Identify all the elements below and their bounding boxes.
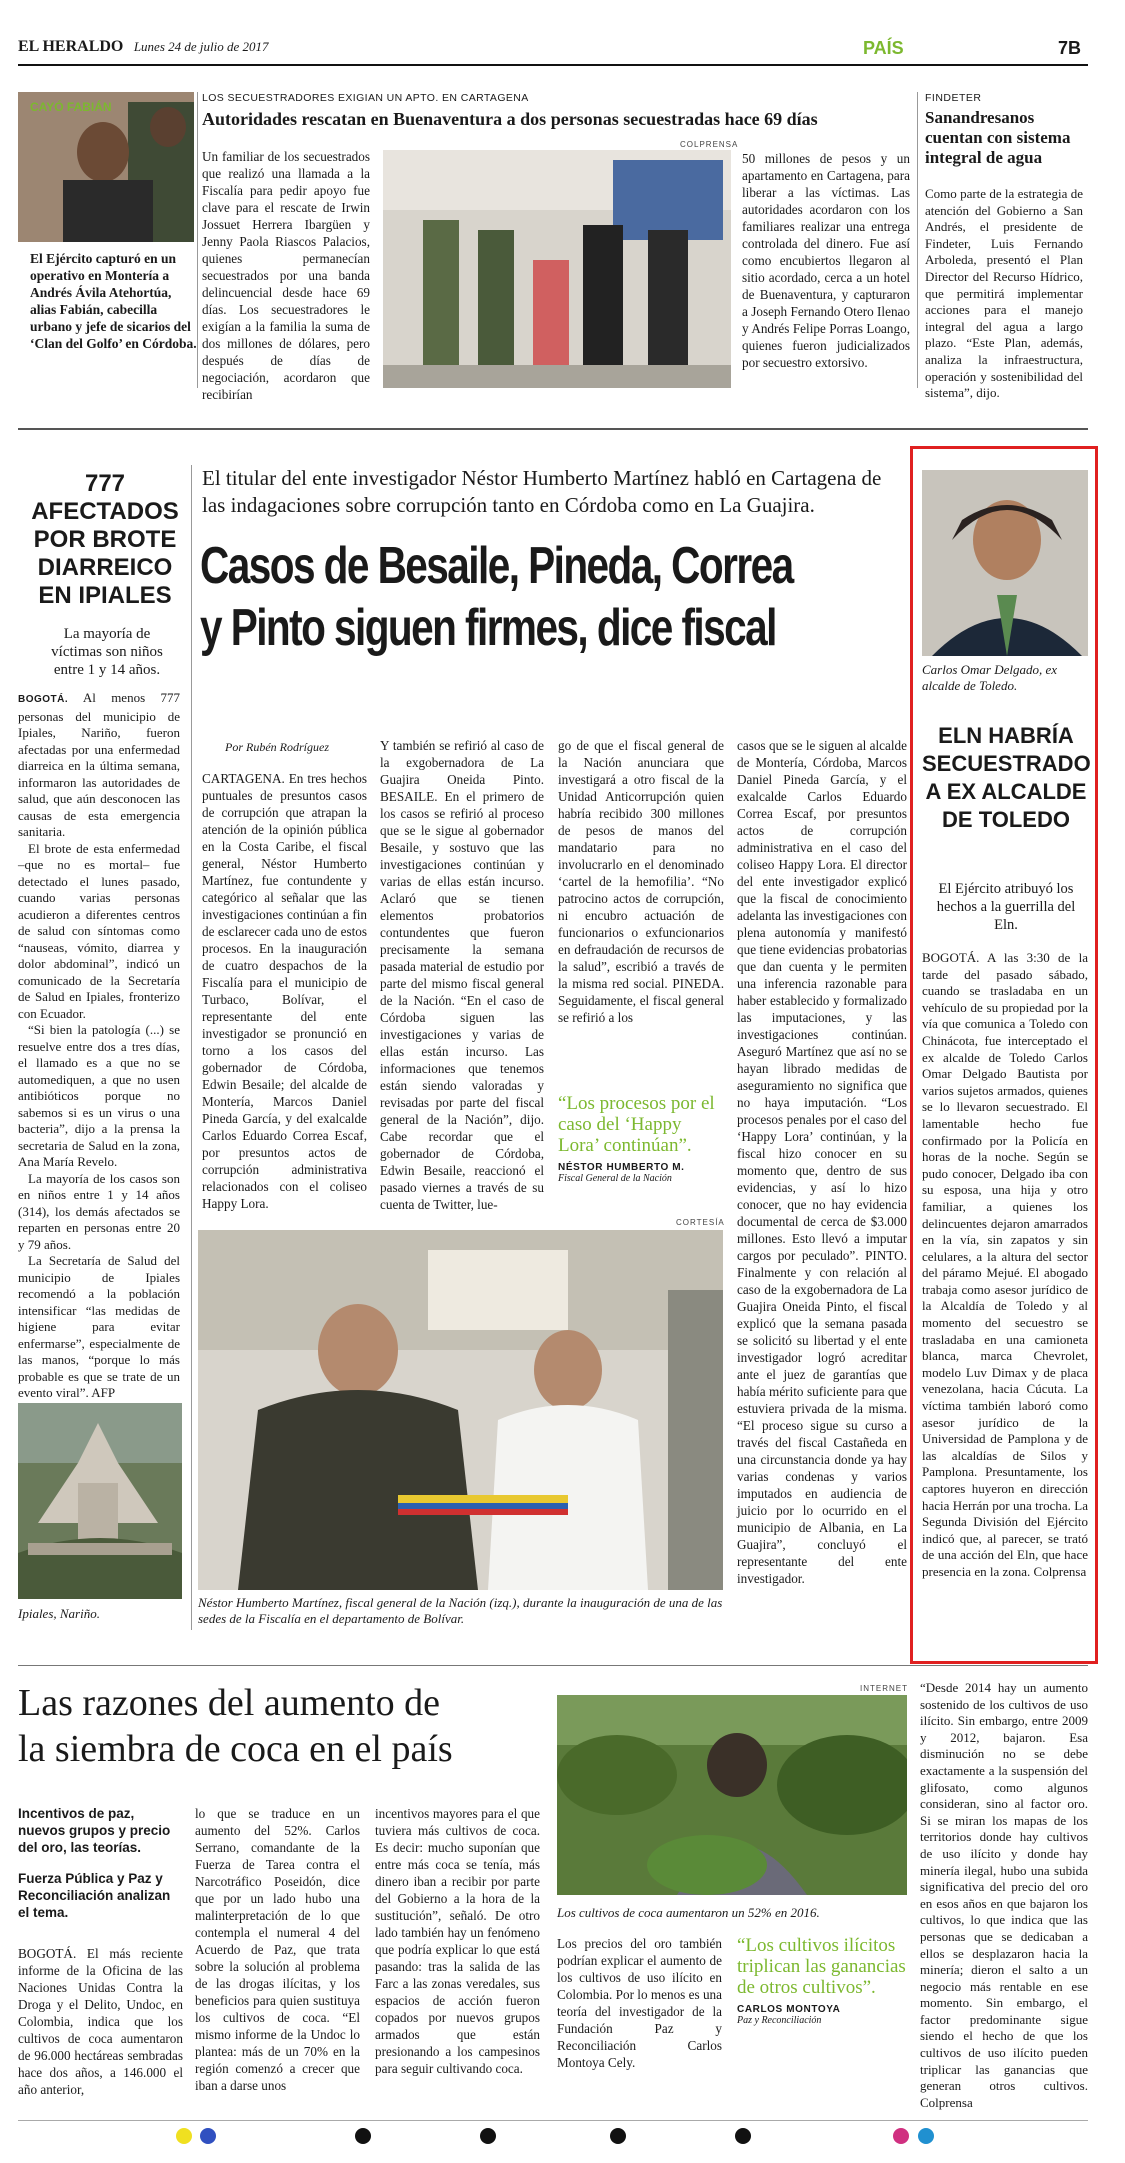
rescue-photo-illustration xyxy=(383,150,731,388)
coca-photo-credit: INTERNET xyxy=(860,1684,908,1693)
findeter-kicker: FINDETER xyxy=(925,92,982,104)
coca-col4: Los precios del oro también podrían explicar el aumento de los cultivos de uso ilícito en Colombia. Por lo menos es una teoría del investigador de la Fundación Paz y Reconciliación Carlos Montoya Cely. xyxy=(557,1936,722,2070)
bottom-section-rule xyxy=(18,1665,1088,1666)
ipiales-headline-line-3: DIARREICO xyxy=(37,554,173,581)
fabian-photo-illustration xyxy=(18,92,194,242)
ribbon-cutting-illustration xyxy=(198,1230,723,1590)
coca-deck-1: Incentivos de paz, nuevos grupos y precio del oro, las teorías. xyxy=(18,1806,171,1855)
main-quote-role: Fiscal General de la Nación xyxy=(558,1173,672,1184)
main-col2: Y también se refirió al caso de la exgobernadora de La Guajira Oneida Pinto. BESAILE. En el primero de los casos se refirió al proceso que se le sigue al gobernador Besaile, y sostuvo que las investigaciones continúan y varias de ellas están incurso. Aclaró que se tienen elementos probatorios contundentes que fueron precisamente la semana pasada material de estudio por parte del mismo fiscal general de la Nación. “En el caso de Córdoba siguen las investigaciones y varias de ellas están incurso. Las informaciones que tenemos están siendo valoradas y revisadas por parte del fiscal general de la Nación”, dijo. Cabe recordar que el gobernador de Córdoba, Edwin Besaile, reaccionó el pasado viernes a través de su cuenta de Twitter, lue- xyxy=(380,738,544,1212)
coca-quote-role: Paz y Reconciliación xyxy=(737,2015,822,2026)
eln-body: BOGOTÁ. A las 3:30 de la tarde del pasado sábado, cuando se trasladaba en un vehículo de su propiedad por la vía que comunica a Toledo con Chinácota, fue interceptado el ex alcalde de Toledo Carlos Omar Delgado Bautista por varios sujetos armados, quienes se lo llevaron secuestrado. El lamentable hecho fue confirmado por la Policía en horas de la noche. Según se pudo conocer, Delgado iba con su esposa, una hija y otro familiar, a quienes los delincuentes dejaron amarrados en la vía, sin zapatos y sin celulares, a la altura del sector del páramo Mejué. El abogado trabaja como asesor jurídico de la Alcaldía de Toledo y al momento del secuestro se trasladaba en una camioneta blanca, marca Chevrolet, modelo Luv Dimax y de placa venezolana, hacia Cúcuta. La víctima también laboró como asesor jurídico de la Universidad de Pamplona y de las alcaldías de Silos y Pamplona. Presuntamente, los captores huyeron en dirección hacia Herrán por una trocha. La Segunda División del Ejército indicó que, al parecer, se trató de una acción del Eln, que hace presencia en la zona. Colprensa xyxy=(922,950,1088,1579)
main-headline xyxy=(200,535,900,659)
ipiales-headline-line-1: 777 AFECTADOS xyxy=(31,470,179,525)
ipiales-photo-caption: Ipiales, Nariño. xyxy=(18,1606,100,1621)
ipiales-photo xyxy=(18,1403,182,1599)
main-deck: El titular del ente investigador Néstor Humberto Martínez habló en Cartagena de las indagaciones sobre corrupción tanto en Córdoba como en La Guajira. xyxy=(202,466,882,517)
coca-headline-line-1: Las razones del aumento de xyxy=(18,1682,441,1724)
fabian-caption: El Ejército capturó en un operativo en Montería a Andrés Ávila Atehortúa, alias Fabián, cabecilla urbano y jefe de sicarios del ‘Clan del Golfo’ en Córdoba. xyxy=(30,251,197,351)
main-pull-quote xyxy=(558,1093,724,1184)
main-photo-credit: CORTESÍA xyxy=(676,1218,725,1227)
ipiales-p2: El brote de esta enfermedad –que no es mortal– fue detectado el lunes pasado, cuando varias personas acudieron a diferentes centros de salud con síntomas como “nauseas, vómito, diarrea y dolor abdominal”, indicó un comunicado de la Secretaría de Salud en Ipiales, fronterizo con Ecuador. xyxy=(18,840,180,1021)
top-story-col1: Un familiar de los secuestrados que realizó una llamada a la Fiscalía para pedir apoyo fue clave para el rescate de Irwin Jossuet Herrera Ibargüen y Jenny Paola Riascos Palacios, quienes permanecían secuestrados por una banda delincuencial desde hace 69 días. Los secuestradores le exigían a la familia la suma de dos millones de dólares, pero después de días de negociación, acordaron que recibirían xyxy=(202,149,370,402)
top-divider-1 xyxy=(197,92,198,388)
las-lajas-sanctuary-illustration xyxy=(18,1403,182,1599)
coca-field-illustration xyxy=(557,1695,907,1895)
findeter-headline: Sanandresanos cuentan con sistema integral de agua xyxy=(925,108,1071,167)
coca-photo-caption: Los cultivos de coca aumentaron un 52% en 2016. xyxy=(557,1905,820,1920)
coca-col5: “Desde 2014 hay un aumento sostenido de los cultivos de uso ilícito. Sin embargo, entre 2009 y 2012, bajaron. Esa disminución no se debe exactamente a la suspensión del glifosato, como algunos consideran, sino al factor oro. Si se miran los mapas de los territorios donde hay cultivos de uso ilícito y donde hay minería ilegal, hubo una subida significativa del precio del oro en esos años en que bajaron los cultivos, lo que indica que las personas que se dedicaban a ellos se desplazaron hacia la minería; dieron el salto a un negocio más rentable en ese momento. Sin embargo, el factor predominante sigue siendo el hecho de que los cultivos de uso ilícito pueden triplicar las ganancias que generan otros cultivos. Colprensa xyxy=(920,1680,1088,2110)
page-number: 7B xyxy=(1058,38,1082,58)
registration-dot-black-3 xyxy=(610,2128,626,2144)
main-col4: casos que se le siguen al alcalde de Montería, Córdoba, Marcos Daniel Pineda García, y el exalcalde Carlos Eduardo Correa Escaf, por presuntos actos de corrupción administrativa en el caso del coliseo Happy Lora. El director del ente investigador explicó que la fiscal de conocimiento adelanta las investigaciones con plena autonomía y manifestó que tiene evidencias probatorias que dan cuenta y le permiten una inferencia razonable para haber establecido y formalizado las imputaciones, y las investigaciones continúan. Aseguró Martínez que así no se hayan librado medidas de aseguramiento no significa que no haya imputación. “Los procesos penales por el caso del ‘Happy Lora’ continúan, y la fiscal hizo conocer en su momento que, dentro de sus evidencias, y así lo hizo conocer, que no hay evidencia documental de cerca de $3.000 millones. Esto llevó a imputar cargos por peculado”. PINTO. Finalmente y con relación al caso de la exgobernadora de La Guajira Oneida Pinto, el fiscal explicó que la semana pasada se solicitó su libertad y el ente investigador logró acreditar ante el juez de garantías que había mérito suficiente para que estuviera privada de la misma. “El proceso sigue su curso a través del fiscal Castañeda en una circunstancia donde ya hay varias condenas y varios imputados en audiencia de juicio por lo ocurrido en el municipio de Albania, en La Guajira”, concluyó el representante del ente investigador. xyxy=(737,738,907,1586)
main-headline-line-1: Casos de Besaile, Pineda, Correa xyxy=(200,537,793,595)
main-col1: CARTAGENA. En tres hechos puntuales de presuntos casos de corrupción que atrapan la atención de la opinión pública en la Costa Caribe, el fiscal general, Néstor Humberto Martínez, fue contundente y categórico al señalar que las investigaciones continúan a fin de esclarecer cada uno de estos procesos. En la inauguración de cuatro despachos de la Fiscalía para el municipio de Turbaco, Bolívar, el representante del ente investigador se pronunció en torno a los casos del gobernador de Córdoba, Edwin Besaile; del alcalde de Montería, Marcos Daniel Pineda García, y del exalcalde Carlos Eduardo Correa Escaf, por presuntos actos de corrupción administrativa relacionados con el coliseo Happy Lora. xyxy=(202,771,367,1211)
newspaper-name: EL HERALDO xyxy=(18,38,124,55)
fabian-photo xyxy=(18,92,194,242)
top-story-headline: Autoridades rescatan en Buenaventura a dos personas secuestradas hace 69 días xyxy=(202,109,818,129)
footer-rule xyxy=(18,2120,1088,2121)
coca-col3: incentivos mayores para el que tuviera más cultivos de coca. Es decir: mucho suponían que entre más coca se tenía, más dinero iban a recibir por parte del Gobierno a la hora de la sustitución”, señaló. De otro lado también hay un fenómeno que podría explicar lo que está pasando: tras la salida de las Farc a las zonas veredales, sus espacios de acción fueron copados por nuevos grupos armados que están presionando a los campesinos para seguir cultivando coca. xyxy=(375,1806,540,2076)
eln-headline-line-3: A EX ALCALDE xyxy=(925,779,1087,804)
rescue-photo xyxy=(383,150,731,388)
eln-headline xyxy=(922,722,1090,834)
masthead-rule xyxy=(18,64,1088,66)
coca-headline xyxy=(18,1680,578,1772)
main-byline: Por Rubén Rodríguez xyxy=(225,740,329,754)
main-photo-caption: Néstor Humberto Martínez, fiscal general de la Nación (izq.), durante la inauguración de una de las sedes de la Fiscalía en el departamento de Bolívar. xyxy=(198,1595,723,1626)
registration-dot-black-2 xyxy=(480,2128,496,2144)
main-headline-line-2: y Pinto siguen firmes, dice fiscal xyxy=(200,599,776,657)
main-col3: go de que el fiscal general de la Nación anunciara que investigará a otro fiscal de la Unidad Anticorrupción quien habría recibido 300 millones de pesos de manos del mandatario para no involucrarlo en el denominado ‘cartel de la hemofilia’. “No patrocino actos de corrupción, ni encubro actuación de funcionarios o exfuncionarios en defraudación de recursos de la salud”, escribió a través de la misma red social. PINEDA. Seguidamente, el fiscal general se refirió a los xyxy=(558,738,724,1025)
top-story-col2: 50 millones de pesos y un apartamento en Cartagena, para liberar a las víctimas. Las autoridades acordaron con los familiares realizar una entrega controlada del dinero. Fue así como encubiertos llegaron al sitio acordado, cerca a un hotel de Buenaventura, y capturaron a Joseph Fernando Otero Ilenao y Andrés Felipe Porras Loango, quienes fueron judicializados por secuestro extorsivo. xyxy=(742,151,910,370)
findeter-body: Como parte de la estrategia de atención del Gobierno a San Andrés, el presidente de Findeter, Luis Fernando Arboleda, presentó el Plan Director del Recurso Hídrico, que permitirá implementar acciones para el manejo integral del agua a largo plazo. “Este Plan, además, analiza la infraestructura, operación y sostenibilidad del sistema”, dijo. xyxy=(925,186,1083,401)
eln-subhead: El Ejército atribuyó los hechos a la guerrilla del Eln. xyxy=(936,881,1076,933)
fabian-tag: CAYÓ FABIÁN xyxy=(30,100,112,114)
masthead xyxy=(18,38,1088,64)
registration-dot-cyan xyxy=(918,2128,934,2144)
top-section-rule xyxy=(18,428,1088,430)
coca-quote-text: “Los cultivos ilícitos triplican las ganancias de otros cultivos”. xyxy=(737,1935,906,1998)
ipiales-dateline: BOGOTÁ. xyxy=(18,694,69,705)
top-divider-2 xyxy=(917,92,918,388)
eln-photo-caption: Carlos Omar Delgado, ex alcalde de Toledo. xyxy=(922,662,1058,693)
coca-deck-2: Fuerza Pública y Paz y Reconciliación analizan el tema. xyxy=(18,1871,171,1920)
ipiales-headline xyxy=(30,470,180,610)
main-photo xyxy=(198,1230,723,1590)
coca-quote-name: CARLOS MONTOYA xyxy=(737,2004,841,2015)
ipiales-headline-line-2: POR BROTE xyxy=(33,526,177,553)
section-name: PAÍS xyxy=(863,38,904,58)
coca-col2: lo que se traduce en un aumento del 52%. Carlos Serrano, comandante de la Fuerza de Tarea contra el Narcotráfico Poseidón, dice que por un lado hubo una malinterpretación de lo que contempla el numeral 4 del Acuerdo de Paz, que trata sobre la solución al problema de las drogas ilícitas, y los beneficios para quien sustituya los cultivos de coca. “El mismo informe de la Undoc lo plantea: más de un 70% en la región comenzó a crecer que iban a darse unos xyxy=(195,1806,360,2093)
registration-dot-blue xyxy=(200,2128,216,2144)
registration-dot-black-1 xyxy=(355,2128,371,2144)
ipiales-p1: Al menos 777 personas del municipio de Ipiales, Nariño, fueron afectadas por una enfermedad diarreica en la última semana, informaron las autoridades de salud, que aún desconocen las causas de esta emergencia sanitaria. xyxy=(18,690,180,839)
ipiales-body xyxy=(18,690,180,1402)
eln-headline-line-1: ELN HABRÍA xyxy=(938,723,1074,748)
eln-photo xyxy=(922,470,1088,656)
coca-headline-line-2: la siembra de coca en el país xyxy=(18,1728,453,1770)
coca-photo xyxy=(557,1695,907,1895)
coca-pull-quote xyxy=(737,1935,907,2026)
ipiales-headline-line-4: EN IPIALES xyxy=(38,582,172,609)
top-story-kicker: LOS SECUESTRADORES EXIGIAN UN APTO. EN CARTAGENA xyxy=(202,92,529,104)
issue-date: Lunes 24 de julio de 2017 xyxy=(133,39,269,54)
ipiales-p3: “Si bien la patología (...) se resuelve entre dos a tres días, el llamado es a que no se automediquen, a que no usen antibióticos porque no sabemos si es un virus o una bacteria”, dijo a la prensa la secretaria de Salud en la zona, Ana María Revelo. xyxy=(18,1022,180,1169)
registration-dot-magenta xyxy=(893,2128,909,2144)
registration-dot-black-4 xyxy=(735,2128,751,2144)
rescue-photo-credit: COLPRENSA xyxy=(680,140,739,149)
ipiales-divider xyxy=(191,465,192,1630)
registration-dot-yellow xyxy=(176,2128,192,2144)
ipiales-subhead: La mayoría de víctimas son niños entre 1 y 14 años. xyxy=(51,626,163,678)
delgado-portrait-illustration xyxy=(922,470,1088,656)
eln-headline-line-2: SECUESTRADO xyxy=(922,751,1091,776)
ipiales-p4: La mayoría de los casos son en niños entre 1 y 14 años (314), los demás afectados se reparten en personas entre 20 y 79 años. xyxy=(18,1170,180,1252)
main-quote-name: NÉSTOR HUMBERTO M. xyxy=(558,1162,685,1173)
ipiales-p5: La Secretaría de Salud del municipio de Ipiales recomendó a la población intensificar “las medidas de higiene para evitar enfermarse”, especialmente de las manos, “porque lo más probable es que se trate de un evento viral”. AFP xyxy=(18,1253,180,1400)
coca-col1: BOGOTÁ. El más reciente informe de la Oficina de las Naciones Unidas Contra la Droga y el Delito, Undoc, en Colombia, indica que los cultivos de coca aumentaron de 96.000 hectáreas sembradas hace dos años, a 146.000 el año anterior, xyxy=(18,1946,183,2097)
eln-headline-line-4: DE TOLEDO xyxy=(942,807,1070,832)
main-quote-text: “Los procesos por el caso del ‘Happy Lora’ continúan”. xyxy=(558,1093,715,1156)
